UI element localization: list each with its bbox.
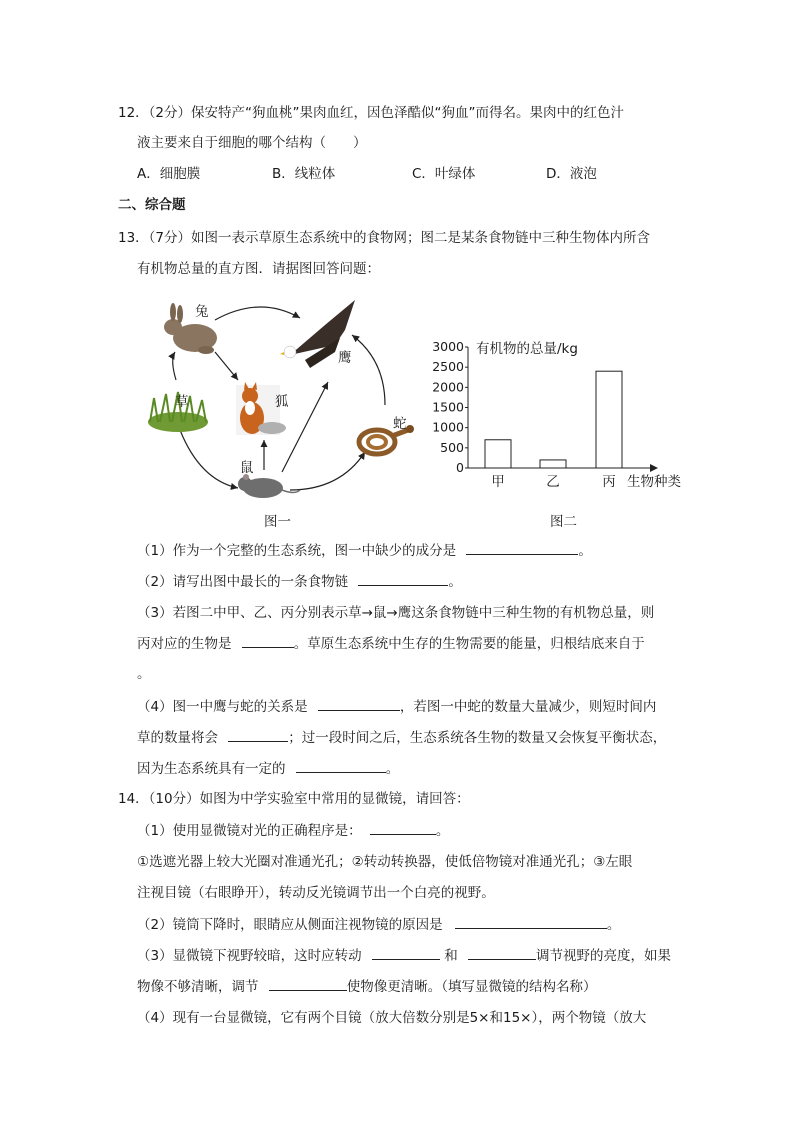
label-rabbit: 兔 [195, 304, 209, 320]
q13-sub4-blank2[interactable] [228, 727, 288, 742]
q12-option-c: C．叶绿体 [412, 166, 476, 182]
arrow-grass-mouse [180, 430, 238, 488]
q14-steps-line2: 注视目镜（右眼睁开），转动反光镜调节出一个白亮的视野。 [137, 885, 495, 901]
q12-option-b: B．线粒体 [272, 166, 336, 182]
q14-sub3-text-a: （3）显微镜下视野较暗，这时应转动 [137, 948, 362, 964]
q12-line1: 12．（2分）保安特产“狗血桃”果肉血红，因色泽酷似“狗血”而得名。果肉中的红色汁 [118, 105, 624, 121]
q14-sub2-text: （2）镜筒下降时，眼睛应从侧面注视物镜的原因是 [137, 917, 443, 933]
y-tick-label: 2500 [432, 359, 464, 375]
chart-y-title: 有机物的总量/kg [476, 341, 578, 357]
q14-sub1-blank[interactable] [370, 820, 436, 835]
figure1-caption: 图一 [264, 514, 291, 530]
q14-sub3-text-c: 调节视野的亮度，如果 [535, 948, 671, 964]
y-tick-label: 0 [456, 460, 464, 475]
q13-sub3-line1: （3）若图二中甲、乙、丙分别表示草→鼠→鹰这条食物链中三种生物的有机物总量，则 [137, 605, 655, 621]
label-eagle: 鹰 [338, 350, 352, 366]
y-tick-label: 2000 [432, 379, 464, 395]
x-category-label: 丙 [602, 474, 616, 490]
q14-sub3-blank1[interactable] [372, 945, 440, 960]
label-fox: 狐 [275, 394, 289, 410]
q13-sub4-text-c: 草的数量将会 [137, 730, 218, 746]
x-category-label: 乙 [546, 474, 560, 490]
bar-1 [540, 460, 566, 468]
q13-sub4-blank3[interactable] [296, 758, 386, 773]
y-tick-label: 500 [440, 439, 464, 455]
q13-sub4-line1 [137, 696, 656, 717]
q13-line2: 有机物总量的直方图．请据图回答问题： [137, 261, 380, 277]
q13-sub3-line3: 。 [137, 666, 151, 682]
q14-line1: 14．（10分）如图为中学实验室中常用的显微镜，请回答： [118, 791, 470, 807]
q14-sub3-text-d: 物像不够清晰，调节 [137, 979, 259, 995]
q14-steps-line1: ①选遮光器上较大光圈对准通光孔；②转动转换器，使低倍物镜对准通光孔；③左眼 [137, 854, 633, 870]
q13-sub4-text-d: ；过一段时间之后，生态系统各生物的数量又会恢复平衡状态， [288, 730, 667, 746]
q13-sub2-blank[interactable] [358, 571, 448, 586]
q14-sub2-end: 。 [606, 917, 621, 933]
arrow-rabbit-eagle [215, 307, 300, 320]
organic-matter-bar-chart [428, 335, 700, 495]
q14-sub1 [137, 820, 449, 841]
q13-sub4-line3 [137, 758, 399, 779]
q13-sub4-blank1[interactable] [318, 696, 400, 711]
arrow-grass-rabbit [173, 352, 176, 380]
label-grass: 草 [175, 394, 189, 410]
q14-sub3-text-b: 和 [444, 948, 458, 964]
mouse-illustration [238, 474, 300, 498]
q13-sub1-blank[interactable] [466, 540, 578, 555]
q14-sub1-text: （1）使用显微镜对光的正确程序是： [137, 823, 362, 839]
q13-sub2 [137, 571, 462, 592]
q13-sub3-text-b: 。草原生态系统中生存的生物需要的能量，归根结底来自于 [293, 636, 645, 652]
q14-sub3-line1 [137, 945, 671, 966]
chart-x-title: 生物种类 [627, 474, 681, 490]
q13-sub4-text-b: ，若图一中蛇的数量大量减少，则短时间内 [399, 699, 657, 715]
q12-line2: 液主要来自于细胞的哪个结构（ ） [137, 135, 367, 151]
q13-sub1 [137, 540, 592, 561]
food-web-figure [140, 290, 440, 510]
figure2-caption: 图二 [550, 514, 577, 530]
rabbit-illustration [164, 303, 217, 354]
arrow-mouse-eagle [282, 382, 328, 472]
y-tick-label: 3000 [432, 339, 464, 354]
y-tick-label: 1500 [432, 399, 464, 415]
label-mouse: 鼠 [240, 460, 254, 476]
y-tick-label: 1000 [432, 419, 464, 435]
arrow-mouse-snake [290, 452, 365, 490]
q14-sub2-blank[interactable] [455, 914, 607, 929]
q14-sub1-end: 。 [435, 823, 450, 839]
q13-sub3-text-a: 丙对应的生物是 [137, 636, 232, 652]
q13-sub3-blank1[interactable] [242, 633, 294, 648]
q13-sub4-line2 [137, 727, 666, 748]
q14-sub3-blank2[interactable] [468, 945, 536, 960]
x-category-label: 甲 [491, 474, 505, 490]
label-snake: 蛇 [393, 416, 407, 432]
x-axis-arrow [650, 464, 658, 472]
q12-option-a: A．细胞膜 [137, 166, 201, 182]
q13-sub1-end: 。 [578, 543, 592, 559]
q14-sub4: （4）现有一台显微镜，它有两个目镜（放大倍数分别是5×和15×），两个物镜（放大 [137, 1010, 647, 1026]
q14-sub2 [137, 914, 620, 935]
q12-option-d: D．液泡 [546, 166, 597, 182]
arrow-snake-eagle [352, 335, 385, 405]
q13-sub4-text-f: 。 [385, 761, 400, 777]
q14-sub3-line2 [137, 976, 597, 997]
q13-sub3-line2 [137, 633, 645, 654]
q13-sub1-text: （1）作为一个完整的生态系统，图一中缺少的成分是 [137, 543, 457, 559]
bar-2 [596, 371, 622, 468]
q13-sub2-end: 。 [448, 574, 462, 590]
q13-sub4-text-e: 因为生态系统具有一定的 [137, 761, 286, 777]
q13-sub2-text: （2）请写出图中最长的一条食物链 [137, 574, 349, 590]
q14-sub3-blank3[interactable] [269, 976, 347, 991]
arrow-rabbit-fox [215, 352, 238, 380]
q14-sub3-text-e: 使物像更清晰。（填写显微镜的结构名称） [346, 979, 597, 995]
section-heading: 二、综合题 [118, 197, 186, 213]
bar-0 [485, 440, 511, 468]
q13-line1: 13．（7分）如图一表示草原生态系统中的食物网；图二是某条食物链中三种生物体内所含 [118, 230, 651, 246]
q13-sub4-text-a: （4）图一中鹰与蛇的关系是 [137, 699, 308, 715]
